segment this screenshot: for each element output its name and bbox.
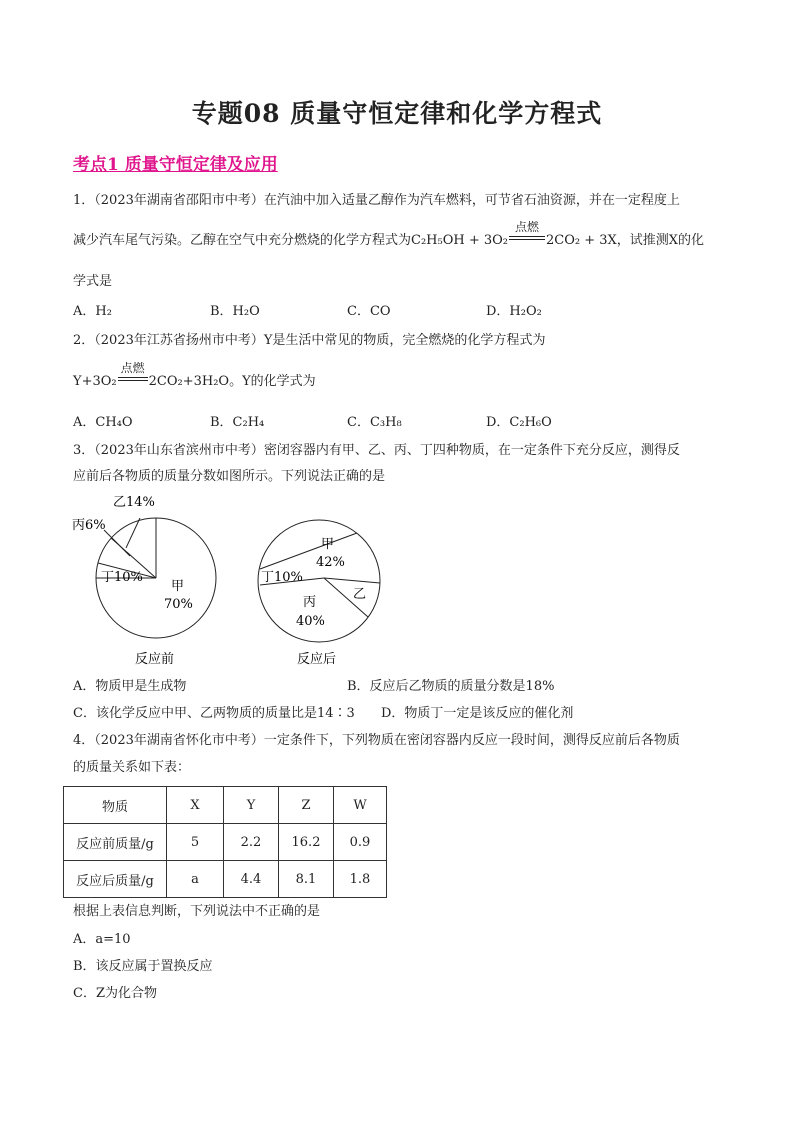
q1-line1: 1．（2023年湖南省邵阳市中考）在汽油中加入适量乙醇作为汽车燃料，可节省石油资源，并在一定程度上 xyxy=(73,193,680,208)
table-cell: 16.2 xyxy=(279,824,334,861)
table-cell: 1.8 xyxy=(334,861,387,898)
pie-before-label-ding: 丁10% xyxy=(101,570,143,585)
q1-line3: 学式是 xyxy=(73,274,113,289)
q3-option-d: D．物质丁一定是该反应的催化剂 xyxy=(381,706,574,721)
q3-line2: 应前后各物质的质量分数如图所示。下列说法正确的是 xyxy=(73,469,386,484)
pie-after-label-bing-value: 40% xyxy=(296,614,325,629)
table-cell: 反应前质量/g xyxy=(64,824,167,861)
q2-option-b: B．C₂H₄ xyxy=(210,415,265,430)
pie-after-label-jia-value: 42% xyxy=(316,555,345,570)
q2-line1: 2．（2023年江苏省扬州市中考）Y是生活中常见的物质，完全燃烧的化学方程式为 xyxy=(73,333,546,348)
pie-before-title: 反应前 xyxy=(135,652,175,667)
table-header: Y xyxy=(224,787,279,824)
table-cell: 8.1 xyxy=(279,861,334,898)
q2-line2 xyxy=(73,361,316,390)
q2-option-a: A．CH₄O xyxy=(73,415,133,430)
pie-before xyxy=(72,495,216,667)
q3-line1: 3．（2023年山东省滨州市中考）密闭容器内有甲、乙、丙、丁四种物质，在一定条件下充分反应，测得反 xyxy=(73,443,680,458)
q3-option-a: A．物质甲是生成物 xyxy=(73,679,187,694)
pie-before-label-jia-name: 甲 xyxy=(171,579,185,594)
table-header: 物质 xyxy=(64,787,167,824)
q1-equation-condition: 点燃 xyxy=(508,233,546,249)
table-cell: 5 xyxy=(167,824,224,861)
pie-after xyxy=(258,520,380,667)
q4-option-a: A．a=10 xyxy=(73,932,131,947)
q1-line2-pre: 减少汽车尾气污染。乙醇在空气中充分燃烧的化学方程式为 xyxy=(73,233,412,248)
table-cell: a xyxy=(167,861,224,898)
table-cell: 反应后质量/g xyxy=(64,861,167,898)
q2-option-c: C．C₃H₈ xyxy=(347,415,402,430)
q1-option-b: B．H₂O xyxy=(210,304,260,319)
pie-after-title: 反应后 xyxy=(297,652,337,667)
table-cell: 0.9 xyxy=(334,824,387,861)
q3-option-b: B．反应后乙物质的质量分数是18% xyxy=(347,679,555,694)
table-header-row xyxy=(64,787,387,824)
q2-equation-left: Y+3O₂ xyxy=(73,374,117,389)
q3-option-c: C．该化学反应中甲、乙两物质的质量比是14∶3 xyxy=(73,706,355,721)
q2-equation-right: 2CO₂+3H₂O xyxy=(148,374,230,389)
q4-line2: 的质量关系如下表： xyxy=(73,760,191,775)
q1-option-a: A．H₂ xyxy=(73,304,112,319)
table-header: X xyxy=(167,787,224,824)
q4-line1: 4．（2023年湖南省怀化市中考）一定条件下，下列物质在密闭容器内反应一段时间，测得反应前后各物质 xyxy=(73,733,680,748)
pie-after-label-jia-name: 甲 xyxy=(321,537,335,552)
table-header: Z xyxy=(279,787,334,824)
q1-option-c: C．CO xyxy=(347,304,391,319)
pie-after-label-ding: 丁10% xyxy=(261,570,303,585)
section-heading: 考点1 质量守恒定律及应用 xyxy=(73,155,278,175)
pie-charts xyxy=(60,490,420,670)
table-cell: 4.4 xyxy=(224,861,279,898)
q2-equation-condition: 点燃 xyxy=(117,374,149,390)
table-cell: 2.2 xyxy=(224,824,279,861)
table-row xyxy=(64,824,387,861)
pie-after-label-yi: 乙 xyxy=(353,587,367,602)
table-header: W xyxy=(334,787,387,824)
q1-option-d: D．H₂O₂ xyxy=(486,304,542,319)
pie-before-label-bing: 丙6% xyxy=(72,518,106,533)
q4-option-c: C．Z为化合物 xyxy=(73,986,157,1001)
mass-table xyxy=(63,786,387,898)
q1-line2 xyxy=(73,220,705,249)
q2-line2-post: 。Y的化学式为 xyxy=(229,374,316,389)
q1-equation-left: C₂H₅OH + 3O₂ xyxy=(411,233,509,248)
pie-before-label-jia-value: 70% xyxy=(164,597,193,612)
page-title: 专题08 质量守恒定律和化学方程式 xyxy=(191,99,603,128)
q1-line2-post: ，试推测X的化 xyxy=(616,233,705,248)
table-row xyxy=(64,861,387,898)
q2-option-d: D．C₂H₆O xyxy=(486,415,552,430)
pie-before-label-yi: 乙14% xyxy=(113,495,155,510)
q4-after-table: 根据上表信息判断，下列说法中不正确的是 xyxy=(73,904,321,919)
q4-option-b: B．该反应属于置换反应 xyxy=(73,959,213,974)
q1-equation-right: 2CO₂ + 3X xyxy=(546,233,617,248)
pie-after-label-bing-name: 丙 xyxy=(303,595,317,610)
